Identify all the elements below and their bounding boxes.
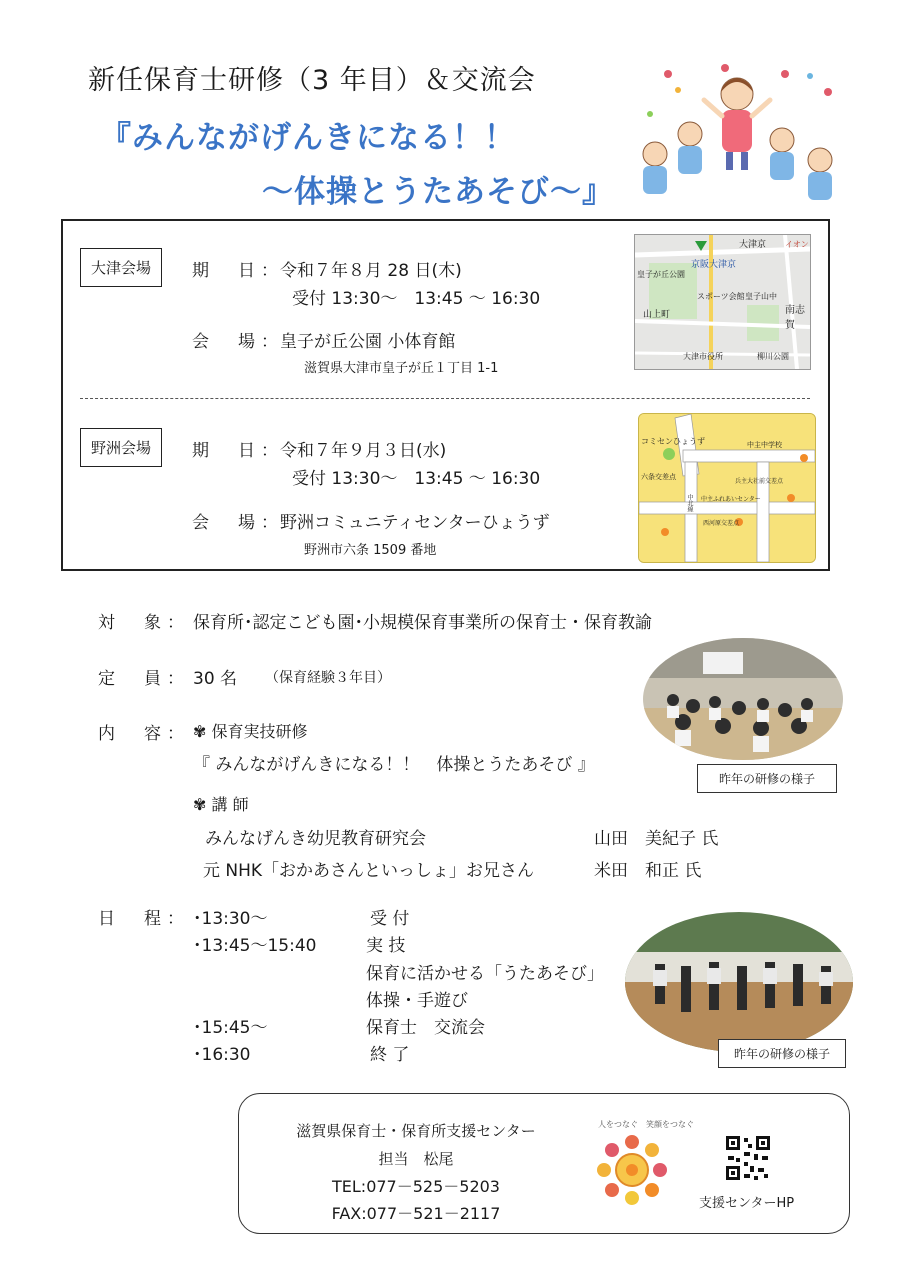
yasu-address: 野洲市六条 1509 番地 — [304, 543, 437, 558]
capacity-note: （保育経験３年目） — [265, 670, 391, 686]
map1-label-keihan: 京阪大津京 — [691, 260, 737, 270]
contact-person: 担当 松尾 — [378, 1150, 454, 1168]
page-subtitle-line2: ～体操とうたあそび～』 — [262, 174, 614, 210]
schedule-time-1: ･13:30～ — [193, 909, 268, 929]
logo-text: 人をつなぐ 笑顔をつなぐ — [598, 1120, 694, 1129]
venue-tag-yasu: 野洲会場 — [80, 428, 162, 467]
schedule-time-6: ･16:30 — [193, 1045, 251, 1065]
otsu-address: 滋賀県大津市皇子が丘１丁目 1-1 — [304, 361, 499, 376]
photo-caption-2: 昨年の研修の様子 — [718, 1039, 846, 1068]
content-item1: ✾ 保育実技研修 — [193, 722, 308, 741]
schedule-item-2: 実 技 — [366, 936, 406, 956]
yasu-time: 受付 13:30～ 13:45 ～ 16:30 — [292, 469, 541, 489]
lecturer1-org: みんなげんき幼児教育研究会 — [205, 829, 426, 849]
schedule-time-2: ･13:45～15:40 — [193, 936, 317, 956]
map2-label-nishigawara: 西河原交差点 — [703, 520, 740, 527]
capacity-label: 定 員： — [98, 669, 190, 689]
otsu-date-label: 期 日： — [192, 261, 284, 281]
map1-label-sangamicho: 山上町 — [643, 310, 671, 320]
map2-label-rokujo: 六条交差点 — [641, 473, 676, 481]
yasu-place: 野洲コミュニティセンターひょうず — [280, 513, 550, 533]
map1-label-sports: スポーツ会館 — [697, 292, 745, 301]
content-label: 内 容： — [98, 724, 190, 744]
map1-label-park: 皇子が丘公園 — [637, 270, 685, 279]
schedule-item-4: 体操・手遊び — [366, 991, 468, 1011]
children-illustration — [630, 62, 845, 212]
target-label: 対 象： — [98, 613, 190, 633]
map2-label-school: 中主中学校 — [747, 441, 782, 449]
contact-fax: FAX:077－521－2117 — [331, 1204, 501, 1223]
otsu-time: 受付 13:30～ 13:45 ～ 16:30 — [292, 289, 541, 309]
section-divider — [80, 398, 810, 399]
schedule-item-3: 保育に活かせる「うたあそび」 — [366, 964, 604, 984]
lecturer-label: ✾ 講 師 — [193, 795, 249, 814]
otsu-map — [634, 234, 811, 370]
schedule-item-6: 終 了 — [370, 1045, 410, 1065]
lecturer1-name: 山田 美紀子 氏 — [594, 829, 719, 849]
target-text: 保育所･認定こども園･小規模保育事業所の保育士・保育教諭 — [193, 613, 652, 633]
content-title: 『 みんながげんきになる！！ 体操とうたあそび 』 — [193, 755, 595, 775]
otsu-date: 令和７年８月 28 日(木) — [280, 261, 462, 281]
map2-label-hyouzu: コミセンひょうず — [641, 437, 705, 446]
yasu-map — [638, 413, 816, 563]
center-logo — [590, 1128, 674, 1212]
capacity-text: 30 名 — [193, 669, 238, 689]
page-title: 新任保育士研修（3 年目）＆交流会 — [88, 65, 536, 96]
venue-tag-otsu: 大津会場 — [80, 248, 162, 287]
yasu-place-label: 会 場： — [192, 513, 284, 533]
yasu-date-label: 期 日： — [192, 441, 284, 461]
contact-org: 滋賀県保育士・保育所支援センター — [296, 1122, 536, 1140]
qr-label: 支援センターHP — [699, 1196, 795, 1211]
map1-label-minamishiga: 南志賀 — [785, 305, 805, 331]
schedule-item-5: 保育士 交流会 — [366, 1018, 485, 1038]
schedule-time-5: ･15:45～ — [193, 1018, 268, 1038]
map2-label-hyouzutaisha: 兵主大社前交差点 — [735, 478, 784, 485]
lecturer2-name: 米田 和正 氏 — [594, 861, 702, 881]
page-subtitle-line1: 『みんながげんきになる！！ — [100, 120, 516, 156]
map2-label-chuhoku: 中北線 — [686, 494, 693, 512]
yasu-date: 令和７年９月３日(水) — [280, 441, 447, 461]
otsu-place: 皇子が丘公園 小体育館 — [280, 332, 456, 352]
lecturer2-org: 元 NHK「おかあさんといっしょ」お兄さん — [203, 861, 535, 881]
contact-tel: TEL:077－525－5203 — [332, 1177, 500, 1196]
map2-label-fureai: 中主ふれあいセンター — [701, 496, 761, 503]
otsu-place-label: 会 場： — [192, 332, 284, 352]
map1-label-yanagawa: 柳川公園 — [757, 352, 789, 361]
schedule-label: 日 程： — [98, 909, 190, 929]
training-photo-2 — [625, 912, 853, 1052]
training-photo-1 — [643, 638, 843, 760]
qr-code — [724, 1134, 772, 1182]
map1-label-cityhall: 大津市役所 — [683, 352, 723, 361]
schedule-item-1: 受 付 — [370, 909, 410, 929]
map1-label-otsukyo: 大津京 — [739, 240, 767, 250]
map1-label-school: 皇子山中 — [745, 292, 777, 301]
photo-caption-1: 昨年の研修の様子 — [697, 764, 837, 793]
map1-label-aeon: イオン — [785, 240, 809, 249]
